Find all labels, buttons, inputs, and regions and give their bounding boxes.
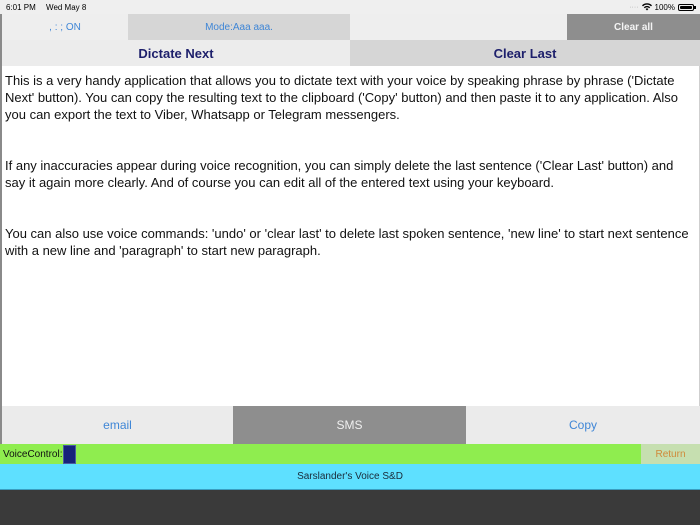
voice-control-label: VoiceControl: [3, 448, 63, 460]
punctuation-toggle-button[interactable]: , : ; ON [0, 14, 128, 40]
clear-all-button[interactable]: Clear all [567, 14, 700, 40]
copy-button[interactable]: Copy [466, 406, 700, 444]
main-toolbar [0, 40, 700, 66]
voice-control-bar [0, 444, 700, 464]
sms-button[interactable]: SMS [233, 406, 466, 444]
dictate-next-button[interactable]: Dictate Next [0, 40, 350, 66]
battery-percent: 100% [654, 2, 675, 12]
top-toolbar [0, 14, 700, 40]
status-time: 6:01 PM [6, 2, 36, 12]
app-footer: Sarslander's Voice S&D [0, 464, 700, 490]
status-date: Wed May 8 [46, 2, 87, 12]
text-paragraph: You can also use voice commands: 'undo' or 'clear last' to delete last spoken sentence, 'new line' to start next sentence with a new line and 'paragraph' to start new paragraph. [5, 226, 689, 258]
dictation-text-area[interactable] [0, 66, 700, 406]
wifi-icon [642, 3, 652, 11]
toolbar-spacer [350, 14, 567, 40]
status-right [629, 3, 694, 12]
signal-dots-icon: ···· [629, 3, 639, 11]
email-button[interactable]: email [0, 406, 233, 444]
status-bar [0, 0, 700, 14]
export-bar [0, 406, 700, 444]
text-paragraph: This is a very handy application that allows you to dictate text with your voice by speaking phrase by phrase ('Dictate Next' button). You can copy the resulting text to the clipboard ('Copy' button) and then paste it to any application. Also you can export the text to Viber, Whatsapp or Telegram messengers. [5, 73, 679, 122]
bottom-background [0, 490, 700, 525]
voice-control-input[interactable] [63, 445, 76, 464]
return-button[interactable]: Return [641, 444, 700, 464]
text-paragraph: If any inaccuracies appear during voice recognition, you can simply delete the last sentence ('Clear Last' button) and say it again more clearly. And of course you can edit all of the entered text using your keyboard. [5, 158, 674, 190]
clear-last-button[interactable]: Clear Last [350, 40, 700, 66]
status-left [6, 3, 94, 12]
mode-button[interactable]: Mode:Aaa aaa. [128, 14, 350, 40]
battery-icon [678, 4, 694, 11]
